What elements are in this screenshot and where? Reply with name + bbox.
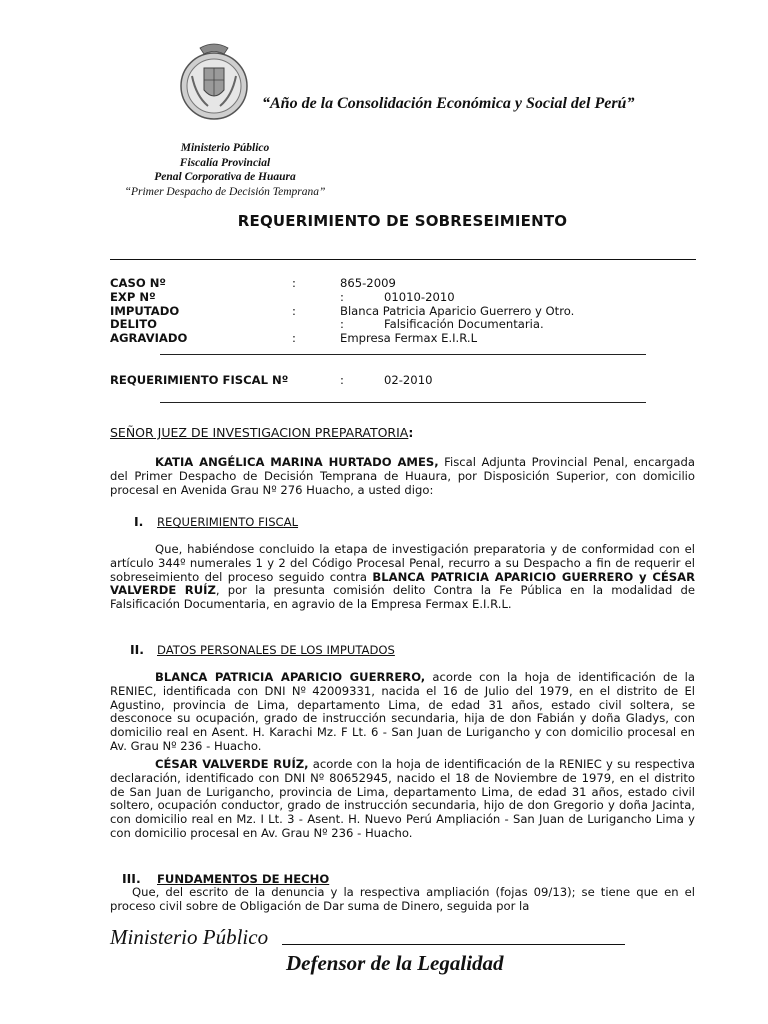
salutation-colon: : bbox=[408, 425, 414, 440]
salutation-text: SEÑOR JUEZ DE INVESTIGACION PREPARATORIA bbox=[110, 425, 409, 440]
section-label: DATOS PERSONALES DE LOS IMPUTADOS bbox=[157, 643, 395, 657]
case-value: Falsificación Documentaria. bbox=[384, 317, 544, 332]
case-colon: : bbox=[340, 317, 344, 332]
case-colon: : bbox=[292, 331, 296, 346]
imputada-name: BLANCA PATRICIA APARICIO GUERRERO, bbox=[155, 670, 426, 684]
case-divider bbox=[160, 354, 646, 355]
intro-name: KATIA ANGÉLICA MARINA HURTADO AMES, bbox=[155, 455, 439, 469]
requerimiento-divider bbox=[160, 402, 646, 403]
case-colon: : bbox=[340, 289, 344, 304]
ministry-line: Ministerio Público bbox=[180, 142, 270, 154]
case-colon: : bbox=[292, 303, 296, 318]
imputado-details: acorde con la hoja de identificación de la RENIEC y su respectiva declaración, identificado con DNI Nº 80652945, nacido el 18 de Noviembre de 1979, en el distrito de San Juan de Lurigancho, provincia de Lima, departamento Lima, de edad 31 años, estado civil soltero, ocupación conductor, grado de instrucción secundaria, hijo de don Gregorio y doña Jacinta, con domicilio real en Mz. I Lt. 3 - Asent. H. Nuevo Perú Ampliación - San Juan de Lurigancho Lima y con domicilio procesal en Av. Grau Nº 236 - Huacho. bbox=[110, 757, 695, 840]
title-divider bbox=[110, 259, 696, 260]
paragraph-imputada-1 bbox=[110, 671, 695, 754]
section-number: II. bbox=[130, 642, 145, 657]
imputada-details: acorde con la hoja de identificación de la RENIEC, identificada con DNI Nº 42009331, nacida el 16 de Julio del 1979, en el distrito de El Agustino, provincia de Lima, departamento Lima, de edad 31 años, estado civil soltera, se desconoce su ocupación, grado de instrucción secundaria, hija de don Fabián y doña Gladys, con domicilio real en Asent. H. Karachi Mz. F Lt. 6 - San Juan de Lurigancho y con domicilio procesal en Av. Grau Nº 236 - Huacho. bbox=[110, 670, 695, 753]
footer-motto: Defensor de la Legalidad bbox=[286, 951, 504, 975]
case-value: Blanca Patricia Aparicio Guerrero y Otro. bbox=[340, 303, 575, 318]
coat-of-arms-seal bbox=[178, 40, 250, 120]
footer-underline bbox=[282, 944, 625, 945]
case-key: IMPUTADO bbox=[110, 303, 180, 318]
paragraph-fundamentos: Que, del escrito de la denuncia y la respectiva ampliación (fojas 09/13); se tiene que en el proceso civil sobre de Obligación de Dar suma de Dinero, seguida por la bbox=[110, 885, 695, 913]
section-heading-1 bbox=[134, 514, 298, 529]
section-heading-2 bbox=[130, 642, 395, 657]
intro-paragraph bbox=[110, 456, 695, 497]
section-number: III. bbox=[122, 871, 141, 886]
imputado-name: CÉSAR VALVERDE RUÍZ, bbox=[155, 757, 309, 771]
requerimiento-value: 02-2010 bbox=[384, 373, 433, 387]
requerimiento-key: REQUERIMIENTO FISCAL Nº bbox=[110, 373, 289, 387]
section-heading-3 bbox=[122, 871, 329, 886]
ministry-line: Penal Corporativa de Huaura bbox=[154, 171, 296, 183]
paragraph-requerimiento bbox=[110, 543, 695, 612]
footer-ministry: Ministerio Público bbox=[110, 925, 269, 949]
section-label: REQUERIMIENTO FISCAL bbox=[157, 515, 299, 529]
paragraph-text: , por la presunta comisión delito Contra la Fe Pública en la modalidad de Falsificación Documentaria, en agravio de la Empresa Fermax E.I.R.L. bbox=[110, 583, 695, 612]
ministry-line: Fiscalía Provincial bbox=[179, 156, 271, 169]
section-label: FUNDAMENTOS DE HECHO bbox=[157, 872, 330, 886]
motto: “Año de la Consolidación Económica y Social del Perú” bbox=[262, 95, 635, 112]
case-key: DELITO bbox=[110, 317, 158, 332]
ministry-block bbox=[110, 141, 340, 199]
document-title: REQUERIMIENTO DE SOBRESEIMIENTO bbox=[237, 212, 568, 230]
salutation bbox=[110, 425, 413, 440]
section-number: I. bbox=[134, 514, 144, 529]
case-key: EXP Nº bbox=[110, 289, 156, 304]
requerimiento-colon: : bbox=[340, 373, 344, 387]
case-value: 01010-2010 bbox=[384, 289, 455, 304]
paragraph-imputado-2 bbox=[110, 758, 695, 841]
intro-text: Fiscal Adjunta Provincial Penal, encargada del Primer Despacho de Decisión Temprana de Huaura, por Disposición Superior, con domicilio procesal en Avenida Grau Nº 276 Huacho, a usted digo: bbox=[110, 455, 695, 497]
case-value: 865-2009 bbox=[340, 276, 396, 290]
case-key: AGRAVIADO bbox=[110, 331, 188, 346]
case-value: Empresa Fermax E.I.R.L bbox=[340, 331, 478, 346]
paragraph-text: Que, habiéndose concluido la etapa de investigación preparatoria y de conformidad con el artículo 344º numerales 1 y 2 del Código Procesal Penal, recurro a su Despacho a fin de requerir el sobreseimiento del proceso seguido contra bbox=[110, 542, 695, 584]
ministry-line: “Primer Despacho de Decisión Temprana” bbox=[124, 185, 326, 198]
case-colon: : bbox=[292, 276, 296, 290]
case-key: CASO Nº bbox=[110, 276, 166, 290]
paragraph-imputados: BLANCA PATRICIA APARICIO GUERRERO y CÉSAR VALVERDE RUÍZ bbox=[110, 569, 695, 598]
